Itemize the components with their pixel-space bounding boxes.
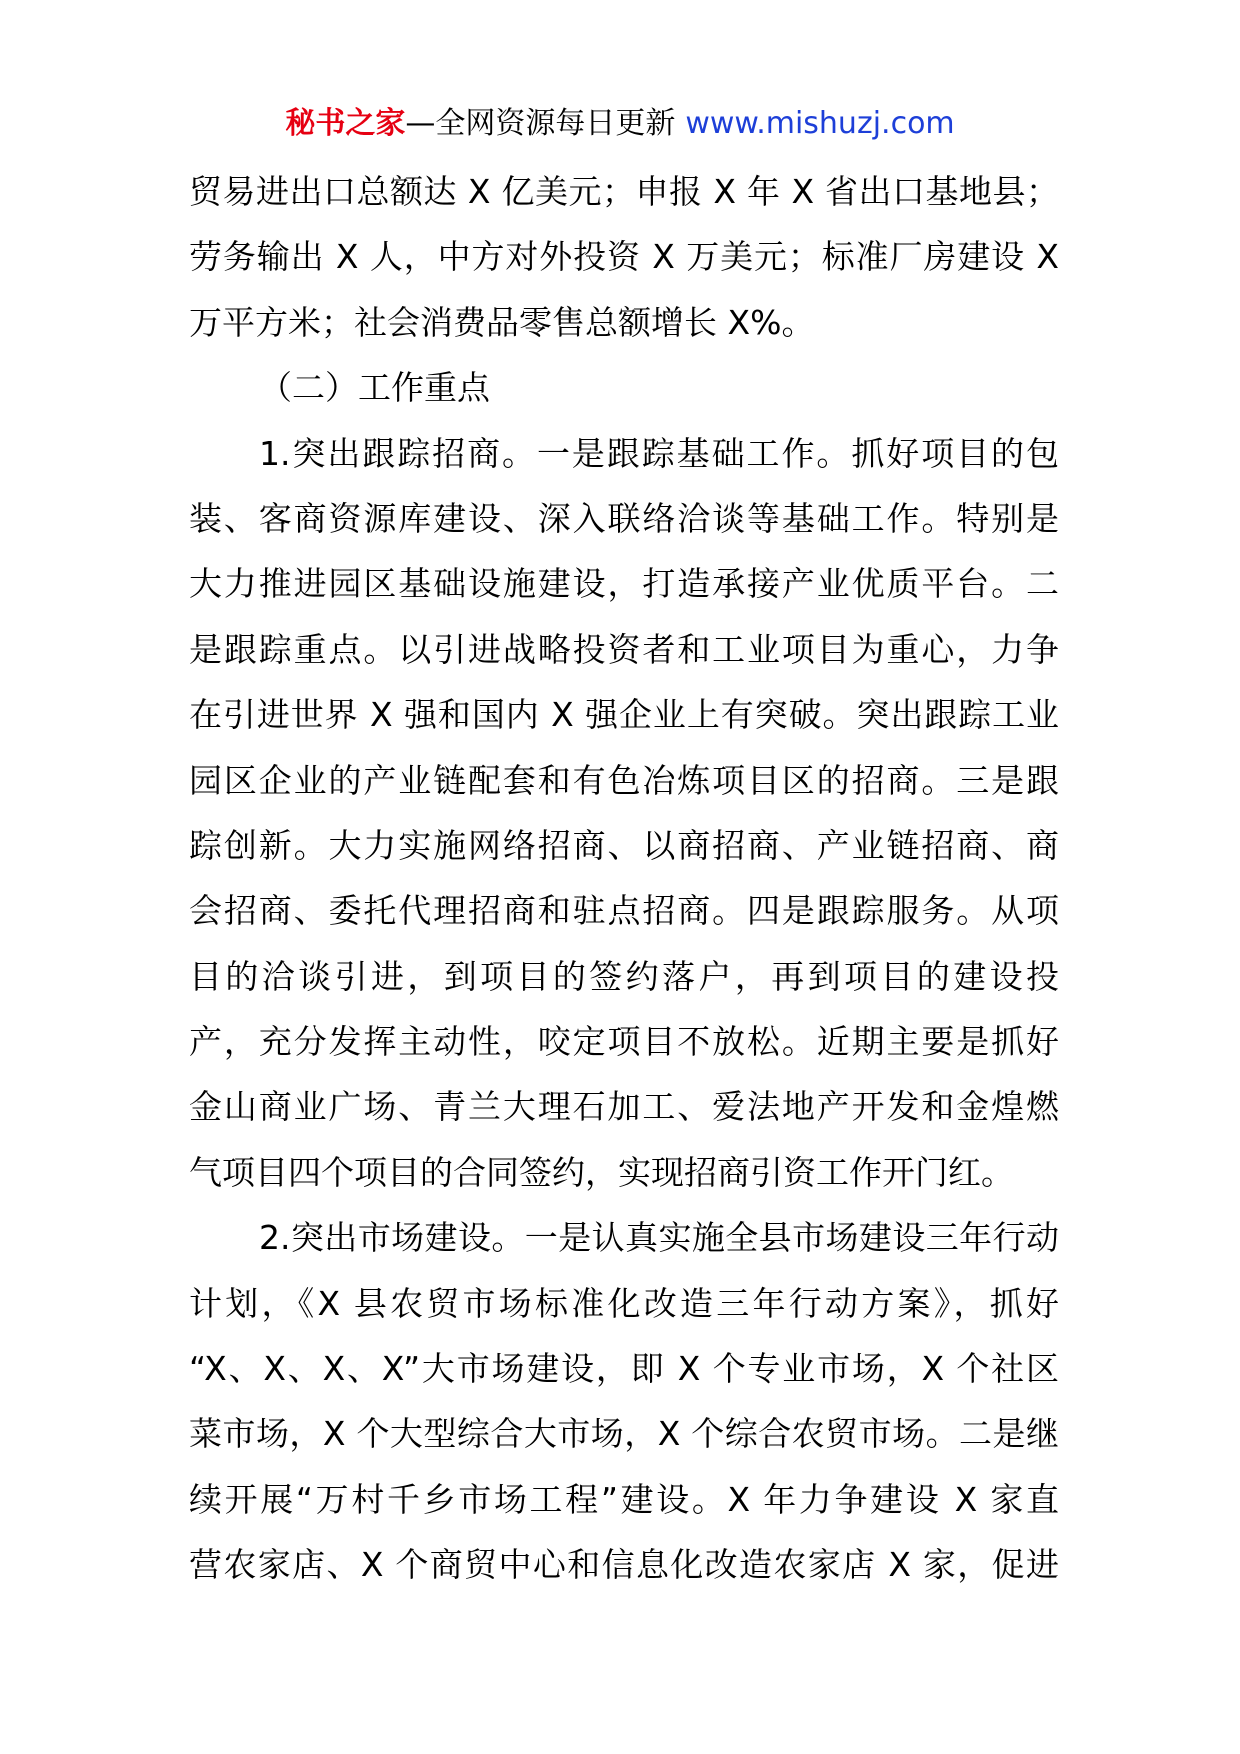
text-line: 营农家店、X 个商贸中心和信息化改造农家店 X 家，促进 [189, 1545, 1059, 1585]
text-line: 计划，《X 县农贸市场标准化改造三年行动方案》，抓好 [189, 1283, 1059, 1323]
site-tagline: —全网资源每日更新 [405, 106, 676, 141]
text-line: “X、X、X、X”大市场建设，即 X 个专业市场，X 个社区 [189, 1349, 1059, 1389]
site-url: www.mishuzj.com [685, 106, 955, 141]
text-line: 大力推进园区基础设施建设，打造承接产业优质平台。二 [189, 564, 1059, 604]
text-line: 会招商、委托代理招商和驻点招商。四是跟踪服务。从项 [189, 891, 1059, 931]
text-line: 装、客商资源库建设、深入联络洽谈等基础工作。特别是 [189, 498, 1059, 538]
text-line: 气项目四个项目的合同签约，实现招商引资工作开门红。 [189, 1152, 1014, 1192]
paragraph-item-2 [189, 1205, 1059, 1597]
text-line: 目的洽谈引进，到项目的签约落户，再到项目的建设投 [189, 956, 1059, 996]
paragraph-item-1 [189, 421, 1059, 1206]
text-line: 菜市场，X 个大型综合大市场，X 个综合农贸市场。二是继 [189, 1414, 1059, 1454]
text-line: 金山商业广场、青兰大理石加工、爱法地产开发和金煌燃 [189, 1087, 1059, 1127]
text-line: 续开展“万村千乡市场工程”建设。X 年力争建设 X 家直 [189, 1479, 1059, 1519]
text-line: 贸易进出口总额达 X 亿美元；申报 X 年 X 省出口基地县； [189, 172, 1059, 211]
text-line: 劳务输出 X 人，中方对外投资 X 万美元；标准厂房建设 X [189, 237, 1059, 277]
site-brand: 秘书之家 [285, 106, 406, 141]
text-line: 产，充分发挥主动性，咬定项目不放松。近期主要是抓好 [189, 1022, 1059, 1062]
text-line: 在引进世界 X 强和国内 X 强企业上有突破。突出跟踪工业 [189, 695, 1059, 735]
text-line: 2.突出市场建设。一是认真实施全县市场建设三年行动 [259, 1218, 1059, 1258]
text-line: 园区企业的产业链配套和有色冶炼项目区的招商。三是跟 [189, 760, 1059, 800]
document-body [189, 159, 1059, 1598]
text-line: 踪创新。大力实施网络招商、以商招商、产业链招商、商 [189, 825, 1059, 865]
paragraph-continuation [189, 159, 1059, 355]
site-header [0, 104, 1240, 144]
text-line: 万平方米；社会消费品零售总额增长 X%。 [189, 302, 815, 342]
text-line: 1.突出跟踪招商。一是跟踪基础工作。抓好项目的包 [259, 433, 1059, 473]
section-heading-text: （二）工作重点 [259, 368, 490, 408]
section-heading [189, 355, 1059, 420]
text-line: 是跟踪重点。以引进战略投资者和工业项目为重心，力争 [189, 629, 1059, 669]
